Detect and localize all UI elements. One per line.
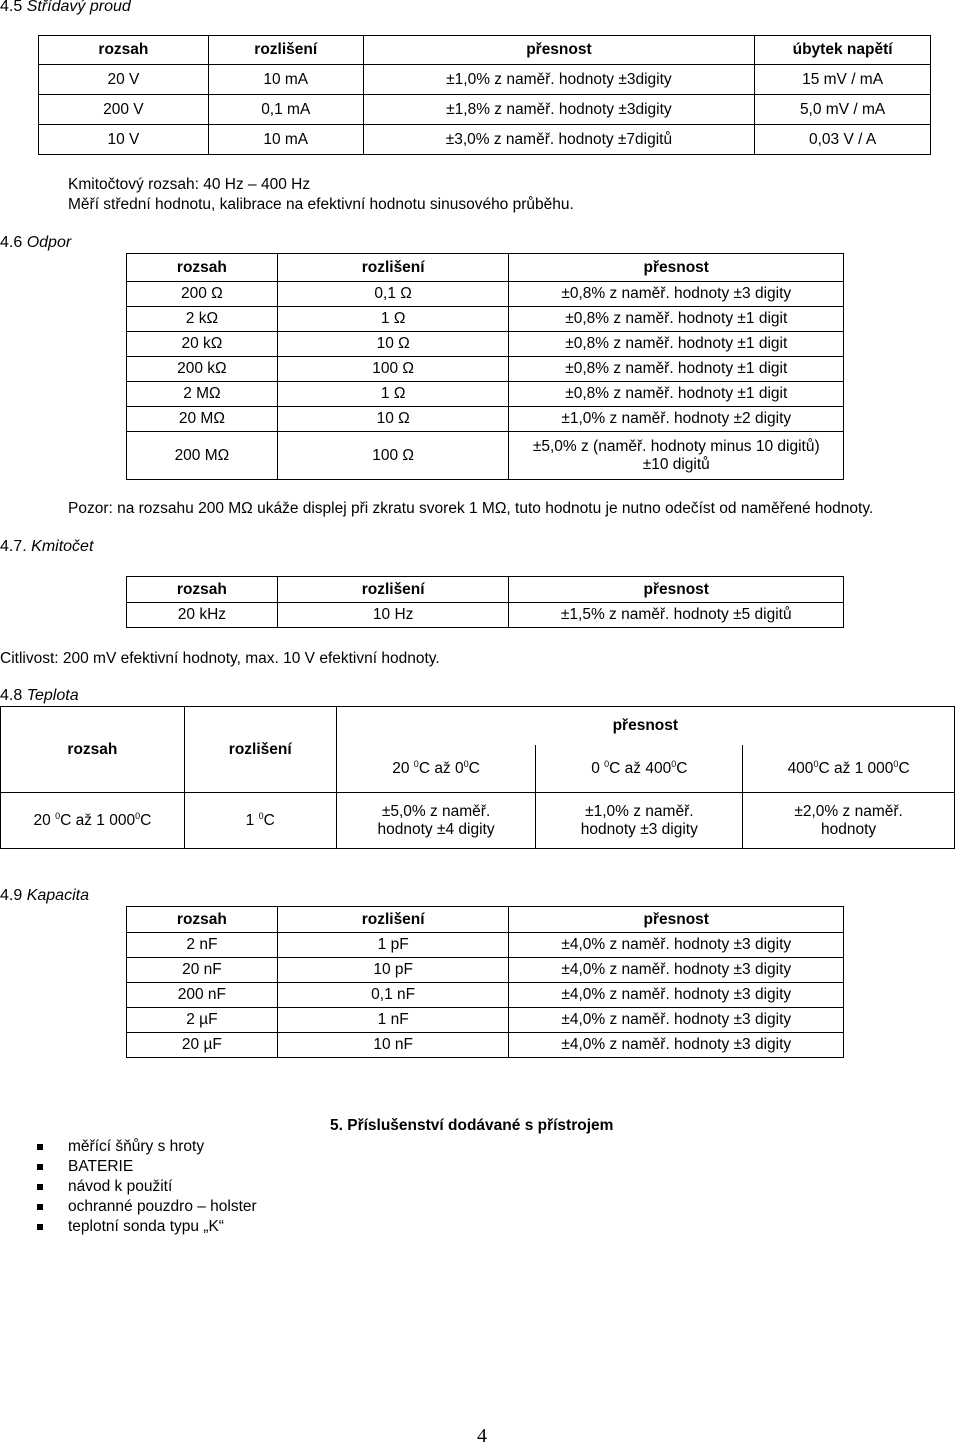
table-row [127, 307, 844, 332]
cell: 100 Ω [277, 357, 509, 382]
cell: ±4,0% z naměř. hodnoty ±3 digity [509, 933, 844, 958]
table-row [39, 125, 931, 155]
cell: 0,1 Ω [277, 282, 509, 307]
list-item: návod k použití [36, 1177, 257, 1197]
table-row [127, 332, 844, 357]
cell: 200 V [39, 95, 209, 125]
cell: 1 Ω [277, 307, 509, 332]
ac-frequency-note: Kmitočtový rozsah: 40 Hz – 400 Hz [68, 176, 311, 193]
cell: 200 MΩ [127, 432, 278, 480]
cell: 0,1 nF [277, 983, 509, 1008]
cell: 2 kΩ [127, 307, 278, 332]
table-row [127, 933, 844, 958]
header-cell: přesnost [509, 907, 844, 933]
cell [509, 432, 844, 480]
cell: 0,03 V / A [755, 125, 931, 155]
table-row [39, 95, 931, 125]
cell: ±0,8% z naměř. hodnoty ±1 digit [509, 382, 844, 407]
cell: 20 MΩ [127, 407, 278, 432]
table-header-row [1, 707, 955, 745]
cell: ±0,8% z naměř. hodnoty ±1 digit [509, 332, 844, 357]
header-cell: přesnost [363, 36, 755, 65]
cell: 10 mA [208, 125, 363, 155]
cell: 10 Ω [277, 332, 509, 357]
cell: 20 nF [127, 958, 278, 983]
cell: 1 Ω [277, 382, 509, 407]
header-cell: rozlišení [277, 907, 509, 933]
cell: ±0,8% z naměř. hodnoty ±1 digit [509, 357, 844, 382]
cell: ±0,8% z naměř. hodnoty ±1 digit [509, 307, 844, 332]
table-row [127, 357, 844, 382]
list-item: teplotní sonda typu „K“ [36, 1217, 257, 1237]
capacitance-table [126, 906, 844, 1058]
cell: ±4,0% z naměř. hodnoty ±3 digity [509, 1008, 844, 1033]
cell: ±1,0% z naměř. hodnoty ±3 digity [536, 793, 743, 849]
cell: 2 nF [127, 933, 278, 958]
cell: 200 Ω [127, 282, 278, 307]
list-item: měřící šňůry s hroty [36, 1137, 257, 1157]
header-cell: rozsah [127, 254, 278, 282]
list-item: BATERIE [36, 1157, 257, 1177]
cell: ±5,0% z naměř. hodnoty ±4 digity [336, 793, 536, 849]
cell: 10 V [39, 125, 209, 155]
cell: 1 $^0$C [184, 793, 336, 849]
cell: ±2,0% z naměř. hodnoty [743, 793, 955, 849]
cell: 2 MΩ [127, 382, 278, 407]
table-header-row [39, 36, 931, 65]
resistance-warning-note: Pozor: na rozsahu 200 MΩ ukáže displej při zkratu svorek 1 MΩ, tuto hodnotu je nutno odečíst od naměřené hodnoty. [68, 500, 874, 517]
subrange-cell: $400^0C$ až 1 $000^0C$ [743, 745, 955, 793]
table-row [127, 603, 844, 628]
cell: 10 Ω [277, 407, 509, 432]
table-row [127, 958, 844, 983]
cell: ±1,0% z naměř. hodnoty ±2 digity [509, 407, 844, 432]
header-cell: rozsah [127, 577, 278, 603]
cell: ±1,5% z naměř. hodnoty ±5 digitů [509, 603, 844, 628]
header-cell: rozsah [39, 36, 209, 65]
cell: 20 V [39, 65, 209, 95]
table-row [1, 793, 955, 849]
cell: ±4,0% z naměř. hodnoty ±3 digity [509, 958, 844, 983]
section-heading-resistance: 4.6 Odpor [0, 234, 72, 251]
accessories-list [36, 1137, 257, 1237]
header-cell: rozsah [1, 707, 185, 793]
section-heading-frequency: 4.7. Kmitočet [0, 538, 94, 555]
table-row [127, 407, 844, 432]
table-row [127, 432, 844, 480]
subrange-cell: 0 $^0$C až $400^0C$ [536, 745, 743, 793]
header-cell: úbytek napětí [755, 36, 931, 65]
header-cell: rozlišení [277, 577, 509, 603]
cell: 2 µF [127, 1008, 278, 1033]
cell: ±0,8% z naměř. hodnoty ±3 digity [509, 282, 844, 307]
table-row [39, 65, 931, 95]
cell: ±4,0% z naměř. hodnoty ±3 digity [509, 983, 844, 1008]
temperature-table [0, 706, 955, 849]
cell: 200 kΩ [127, 357, 278, 382]
ac-current-table [38, 35, 931, 155]
header-cell: přesnost [509, 577, 844, 603]
accessories-heading: 5. Příslušenství dodávané s přístrojem [330, 1117, 614, 1134]
cell: 100 Ω [277, 432, 509, 480]
header-cell: rozlišení [208, 36, 363, 65]
cell: 10 Hz [277, 603, 509, 628]
accuracy-line: ±10 digitů [642, 455, 710, 473]
cell: 20 kΩ [127, 332, 278, 357]
section-heading-ac: 4.5 Střídavý proud [0, 0, 131, 15]
table-row [127, 282, 844, 307]
cell: 200 nF [127, 983, 278, 1008]
frequency-table [126, 576, 844, 628]
table-header-row [127, 907, 844, 933]
cell: ±4,0% z naměř. hodnoty ±3 digity [509, 1033, 844, 1058]
frequency-sensitivity-note: Citlivost: 200 mV efektivní hodnoty, max. 10 V efektivní hodnoty. [0, 650, 440, 667]
cell: ±3,0% z naměř. hodnoty ±7digitů [363, 125, 755, 155]
page-number: 4 [477, 1425, 487, 1447]
ac-calibration-note: Měří střední hodnotu, kalibrace na efektivní hodnotu sinusového průběhu. [68, 196, 574, 213]
cell: ±1,0% z naměř. hodnoty ±3digity [363, 65, 755, 95]
list-item: ochranné pouzdro – holster [36, 1197, 257, 1217]
table-row [127, 382, 844, 407]
header-cell: přesnost [509, 254, 844, 282]
subrange-cell: 20 $^0$C až $0^0C$ [336, 745, 536, 793]
section-heading-temperature: 4.8 Teplota [0, 687, 79, 704]
accuracy-line: ±5,0% z (naměř. hodnoty minus 10 digitů) [532, 437, 820, 455]
cell: 10 nF [277, 1033, 509, 1058]
cell: 15 mV / mA [755, 65, 931, 95]
table-header-row [127, 577, 844, 603]
table-row [127, 983, 844, 1008]
cell: 20 $^0$C až 1 $000^0C$ [1, 793, 185, 849]
cell: 20 kHz [127, 603, 278, 628]
cell: 5,0 mV / mA [755, 95, 931, 125]
table-row [127, 1008, 844, 1033]
cell: 1 pF [277, 933, 509, 958]
cell: 0,1 mA [208, 95, 363, 125]
cell: 1 nF [277, 1008, 509, 1033]
header-cell: přesnost [336, 707, 954, 745]
cell: 20 µF [127, 1033, 278, 1058]
cell: ±1,8% z naměř. hodnoty ±3digity [363, 95, 755, 125]
section-heading-capacitance: 4.9 Kapacita [0, 887, 89, 904]
cell: 10 mA [208, 65, 363, 95]
header-cell: rozlišení [184, 707, 336, 793]
resistance-table [126, 253, 844, 480]
cell: 10 pF [277, 958, 509, 983]
table-header-row [127, 254, 844, 282]
header-cell: rozlišení [277, 254, 509, 282]
table-row [127, 1033, 844, 1058]
header-cell: rozsah [127, 907, 278, 933]
